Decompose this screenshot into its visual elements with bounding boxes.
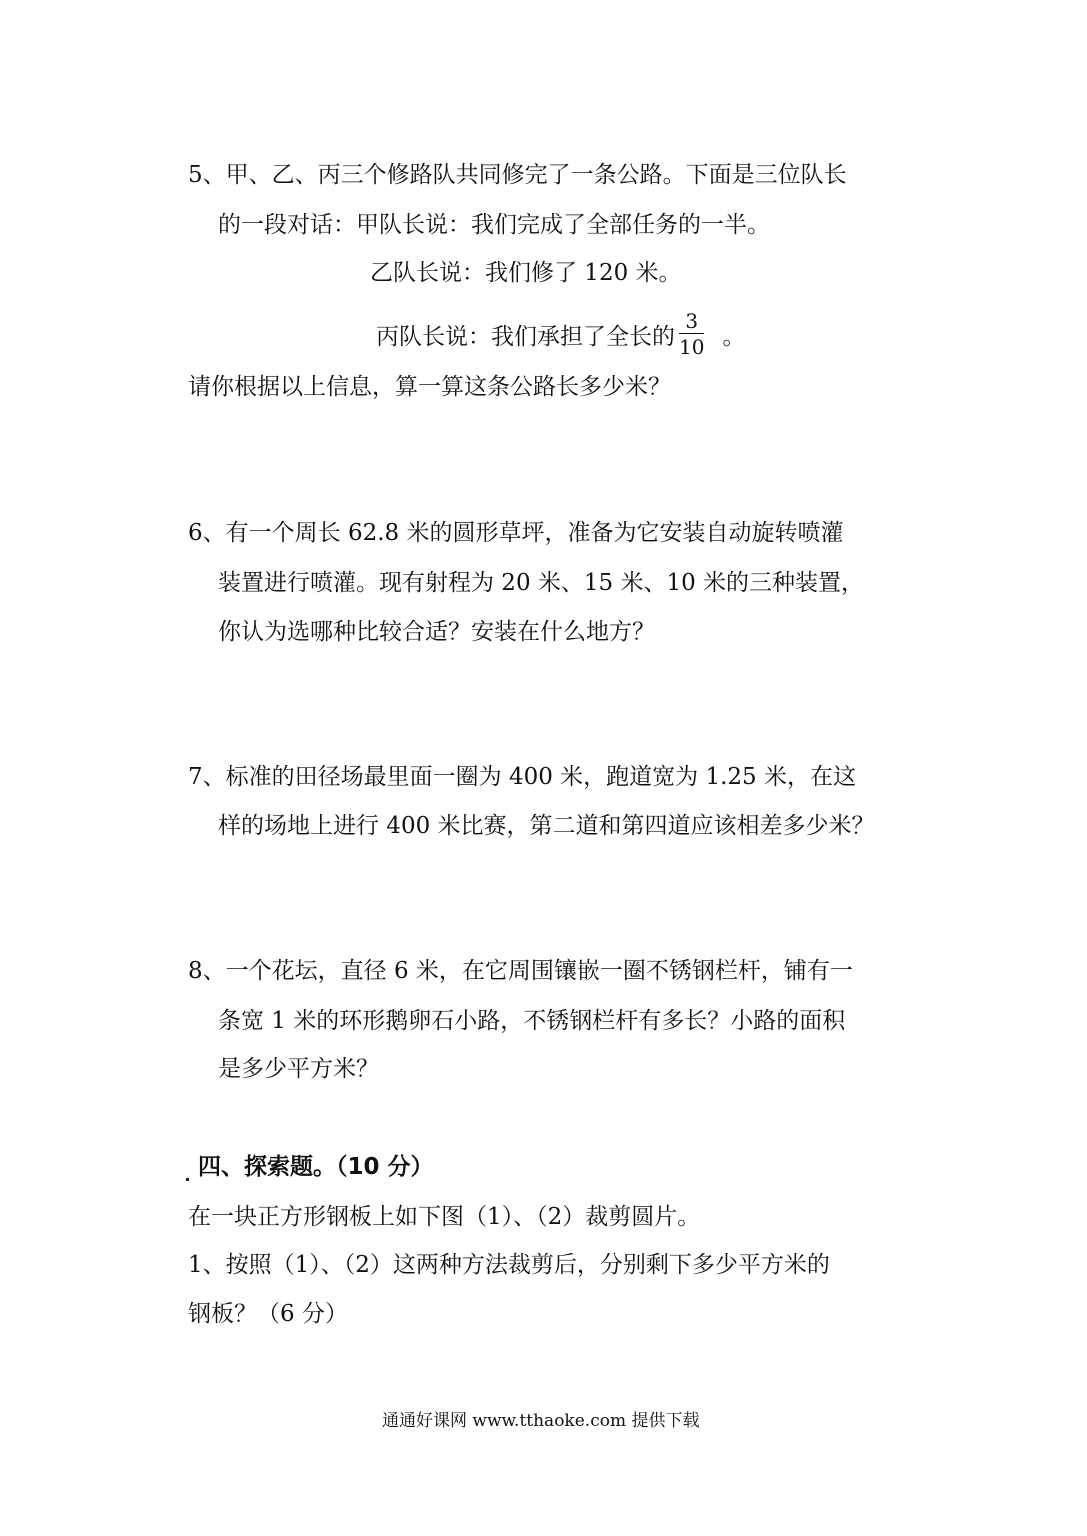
footer-credit: 通通好课网 www.tthaoke.com 提供下载: [382, 1411, 700, 1431]
q6-line-1: 6、有一个周长 62.8 米的圆形草坪，准备为它安装自动旋转喷灌: [188, 520, 844, 546]
fraction-denominator: 10: [679, 335, 705, 359]
q5-line-4-suffix: 。: [722, 324, 746, 350]
section-4-heading: 四、探索题。（10 分）: [198, 1154, 434, 1180]
q7-line-2: 样的场地上进行 400 米比赛，第二道和第四道应该相差多少米？: [218, 813, 875, 839]
section-4-q1-line-1: 1、按照（1）、（2）这两种方法裁剪后，分别剩下多少平方米的: [188, 1252, 830, 1278]
section-4-intro: 在一块正方形钢板上如下图（1）、（2）裁剪圆片。: [188, 1204, 701, 1230]
q5-line-4: [376, 309, 746, 362]
q5-line-1: 5、甲、乙、丙三个修路队共同修完了一条公路。下面是三位队长: [188, 162, 847, 188]
q8-line-1: 8、一个花坛，直径 6 米，在它周围镶嵌一圈不锈钢栏杆，铺有一: [188, 958, 853, 984]
q5-line-4-prefix: 丙队长说：我们承担了全长的: [376, 324, 675, 350]
q8-line-2: 条宽 1 米的环形鹅卵石小路，不锈钢栏杆有多长？小路的面积: [218, 1008, 846, 1034]
q6-line-3: 你认为选哪种比较合适？安装在什么地方？: [218, 619, 655, 645]
q5-line-2: 的一段对话：甲队长说：我们完成了全部任务的一半。: [218, 212, 770, 238]
q8-line-3: 是多少平方米？: [218, 1056, 379, 1082]
q5-line-5: 请你根据以上信息，算一算这条公路长多少米？: [188, 374, 671, 400]
fraction-three-tenths: [679, 310, 704, 358]
fraction-numerator: 3: [679, 310, 704, 334]
q5-line-3: 乙队长说：我们修了 120 米。: [370, 260, 682, 286]
q6-line-2: 装置进行喷灌。现有射程为 20 米、15 米、10 米的三种装置，: [218, 570, 865, 596]
margin-dot: [186, 1178, 189, 1181]
q7-line-1: 7、标准的田径场最里面一圈为 400 米，跑道宽为 1.25 米，在这: [188, 764, 856, 790]
section-4-q1-line-2: 钢板？（6 分）: [188, 1301, 348, 1327]
